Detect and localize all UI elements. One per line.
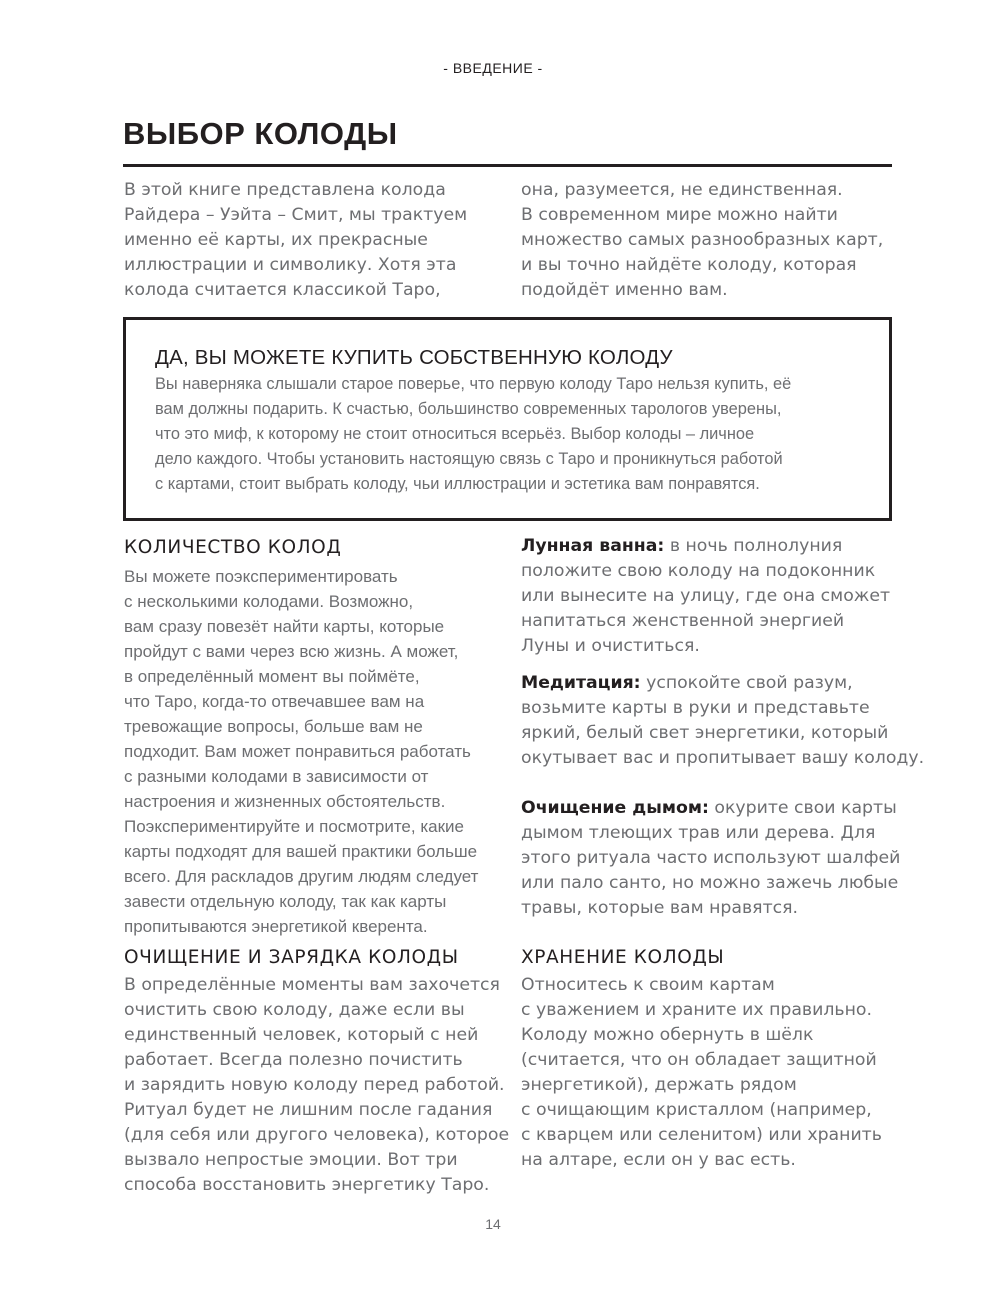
text-line: и вы точно найдёте колоду, которая	[521, 255, 857, 275]
text-line: вызвало непростые эмоции. Вот три	[124, 1150, 458, 1170]
callout-title: ДА, ВЫ МОЖЕТЕ КУПИТЬ СОБСТВЕННУЮ КОЛОДУ	[155, 346, 673, 369]
text-line: карты подходят для вашей практики больше	[124, 842, 478, 861]
text-line: Луны и очиститься.	[521, 636, 700, 656]
text-line: Колоду можно обернуть в шёлк	[521, 1025, 814, 1045]
text-line: очистить свою колоду, даже если вы	[124, 1000, 465, 1020]
text-line: В определённые моменты вам захочется	[124, 975, 500, 995]
text-line: Поэкспериментируйте и посмотрите, какие	[124, 817, 464, 836]
text-line: всего. Для раскладов другим людям следует	[124, 867, 479, 886]
text-line: возьмите карты в руки и представьте	[521, 698, 870, 718]
page-number: 14	[485, 1216, 501, 1232]
text-line: или вынесите на улицу, где она сможет	[521, 586, 891, 606]
method-meditation	[521, 671, 925, 771]
text-line: травы, которые вам нравятся.	[521, 898, 799, 918]
text-line: вам сразу повезёт найти карты, которые	[124, 617, 445, 636]
text-line: (считается, что он обладает защитной	[521, 1050, 877, 1070]
text-line: и зарядить новую колоду перед работой.	[124, 1075, 505, 1095]
text-line: способа восстановить энергетику Таро.	[124, 1175, 490, 1195]
text-line: с уважением и храните их правильно.	[521, 1000, 872, 1020]
text-line: или пало санто, но можно зажечь любые	[521, 873, 899, 893]
title-rule	[123, 164, 892, 167]
text-line: что Таро, когда-то отвечавшее вам на	[124, 692, 425, 711]
text-line: с несколькими колодами. Возможно,	[124, 592, 414, 611]
callout-box	[123, 317, 892, 521]
text-line	[521, 671, 901, 696]
text-line	[521, 796, 901, 821]
text-line: вам должны подарить. К счастью, большинство современных тарологов уверены,	[155, 400, 782, 418]
text-line	[521, 534, 901, 559]
text-line: Вы наверняка слышали старое поверье, что первую колоду Таро нельзя купить, её	[155, 375, 792, 393]
text-line: напитаться женственной энергией	[521, 611, 845, 631]
section-body-cleansing	[124, 973, 510, 1198]
text-line: с картами, стоит выбрать колоду, чьи иллюстрации и эстетика вам понравятся.	[155, 475, 760, 493]
text-line: тревожащие вопросы, больше вам не	[124, 717, 423, 736]
section-body-quantity	[124, 564, 504, 939]
text-line: положите свою колоду на подоконник	[521, 561, 876, 581]
text-line: именно её карты, их прекрасные	[124, 230, 428, 250]
text-line: иллюстрации и символику. Хотя эта	[124, 255, 457, 275]
page-title: ВЫБОР КОЛОДЫ	[123, 116, 398, 151]
text-line: дымом тлеющих трав или дерева. Для	[521, 823, 876, 843]
text-line: энергетикой), держать рядом	[521, 1075, 797, 1095]
text-line: что это миф, к которому не стоит относиться всерьёз. Выбор колоды – личное	[155, 425, 755, 443]
text-line: Ритуал будет не лишним после гадания	[124, 1100, 493, 1120]
intro-right-column	[521, 178, 901, 303]
method-label: Медитация:	[521, 673, 641, 693]
section-body-storage	[521, 973, 901, 1173]
section-heading-storage: ХРАНЕНИЕ КОЛОДЫ	[521, 947, 725, 968]
text-line: на алтаре, если он у вас есть.	[521, 1150, 796, 1170]
method-label: Лунная ванна:	[521, 536, 665, 556]
text-line: этого ритуала часто используют шалфей	[521, 848, 901, 868]
method-text: в ночь полнолуния	[664, 536, 843, 556]
text-line: с кварцем или селенитом) или хранить	[521, 1125, 882, 1145]
method-text: успокойте свой разум,	[640, 673, 853, 693]
text-line: Вы можете поэкспериментировать	[124, 567, 398, 586]
text-line: с очищающим кристаллом (например,	[521, 1100, 872, 1120]
section-heading-cleansing: ОЧИЩЕНИЕ И ЗАРЯДКА КОЛОДЫ	[124, 947, 459, 968]
text-line: единственный человек, который с ней	[124, 1025, 479, 1045]
text-line: с разными колодами в зависимости от	[124, 767, 429, 786]
text-line: настроения и жизненных обстоятельств.	[124, 792, 446, 811]
text-line: яркий, белый свет энергетики, который	[521, 723, 889, 743]
running-head: - ВВЕДЕНИЕ -	[443, 60, 543, 76]
text-line: дело каждого. Чтобы установить настоящую связь с Таро и проникнуться работой	[155, 450, 783, 468]
text-line: В этой книге представлена колода	[124, 180, 446, 200]
intro-left-column	[124, 178, 504, 303]
text-line: подойдёт именно вам.	[521, 280, 728, 300]
text-line: колода считается классикой Таро,	[124, 280, 441, 300]
text-line: множество самых разнообразных карт,	[521, 230, 884, 250]
callout-body	[155, 372, 791, 497]
text-line: пропитываются энергетикой кверента.	[124, 917, 428, 936]
text-line: подходит. Вам может понравиться работать	[124, 742, 471, 761]
text-line: окутывает вас и пропитывает вашу колоду.	[521, 748, 925, 768]
text-line: пройдут с вами через всю жизнь. А может,	[124, 642, 459, 661]
method-label: Очищение дымом:	[521, 798, 709, 818]
method-moon-bath	[521, 534, 901, 659]
section-heading-quantity: КОЛИЧЕСТВО КОЛОД	[124, 537, 342, 558]
method-text: окурите свои карты	[708, 798, 897, 818]
text-line: В современном мире можно найти	[521, 205, 838, 225]
text-line: (для себя или другого человека), которое	[124, 1125, 510, 1145]
text-line: Райдера – Уэйта – Смит, мы трактуем	[124, 205, 468, 225]
method-smoke	[521, 796, 901, 921]
text-line: завести отдельную колоду, так как карты	[124, 892, 447, 911]
text-line: она, разумеется, не единственная.	[521, 180, 843, 200]
text-line: в определённый момент вы поймёте,	[124, 667, 420, 686]
text-line: работает. Всегда полезно почистить	[124, 1050, 463, 1070]
text-line: Относитесь к своим картам	[521, 975, 775, 995]
